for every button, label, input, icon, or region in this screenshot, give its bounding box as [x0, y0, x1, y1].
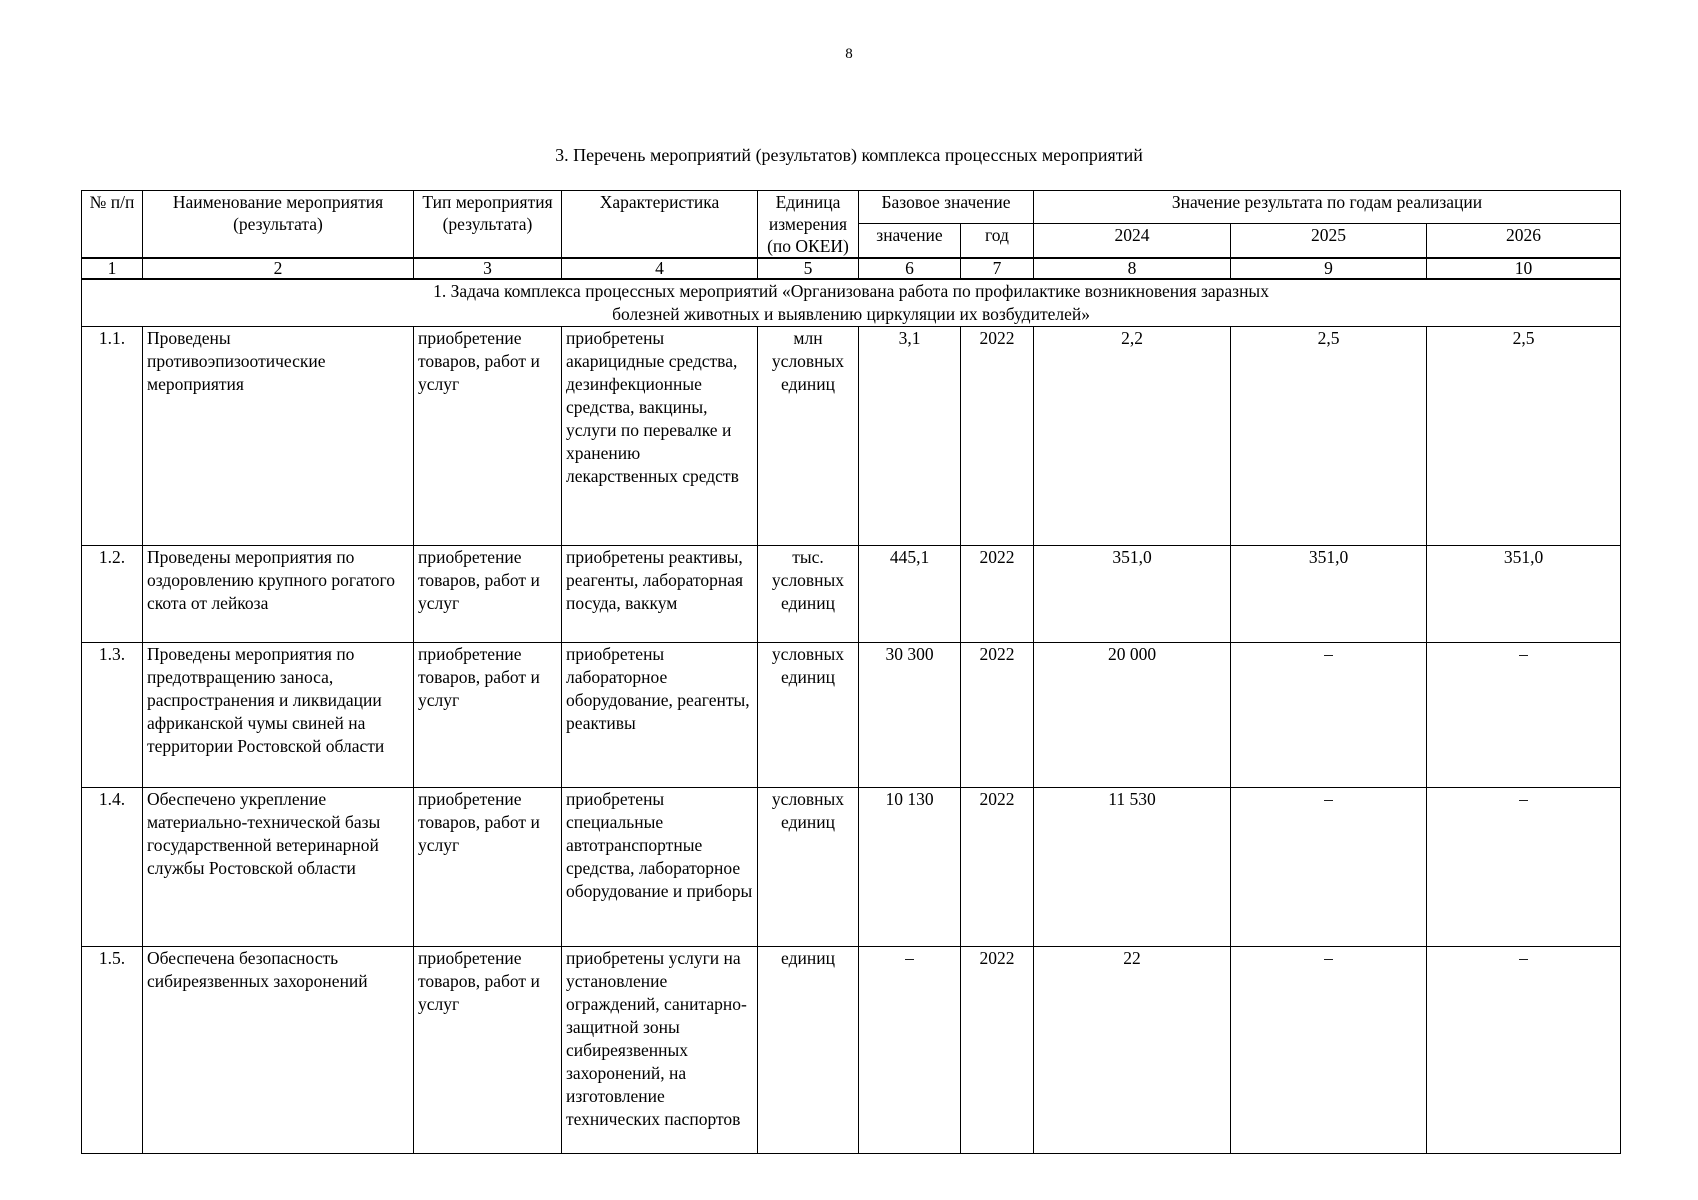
- row-characteristic: приобретены реактивы, реагенты, лабораторная посуда, ваккум: [562, 546, 758, 643]
- row-value-2025: –: [1231, 947, 1427, 1154]
- page-number: 8: [845, 46, 853, 62]
- row-characteristic: приобретены специальные автотранспортные средства, лабораторное оборудование и приборы: [562, 788, 758, 947]
- table-row: [82, 327, 1621, 546]
- table-row: [82, 788, 1621, 947]
- col-number: 6: [859, 258, 961, 279]
- row-base-value: 30 300: [859, 643, 961, 788]
- header-characteristic: Характеристика: [562, 191, 758, 259]
- row-type: приобретение товаров, работ и услуг: [414, 788, 562, 947]
- col-number: 5: [758, 258, 859, 279]
- col-number: 3: [414, 258, 562, 279]
- row-type: приобретение товаров, работ и услуг: [414, 327, 562, 546]
- row-base-year: 2022: [961, 947, 1034, 1154]
- row-value-2025: 2,5: [1231, 327, 1427, 546]
- row-characteristic: приобретены лабораторное оборудование, реагенты, реактивы: [562, 643, 758, 788]
- row-value-2024: 22: [1034, 947, 1231, 1154]
- row-num: 1.1.: [82, 327, 143, 546]
- row-base-value: 3,1: [859, 327, 961, 546]
- header-num: № п/п: [82, 191, 143, 259]
- col-number: 7: [961, 258, 1034, 279]
- header-type: Тип мероприятия (результата): [414, 191, 562, 259]
- row-num: 1.2.: [82, 546, 143, 643]
- task-title: 1. Задача комплекса процессных мероприятий «Организована работа по профилактике возникновения заразных болезней животных и выявлению циркуляции их возбудителей»: [82, 279, 1621, 327]
- measures-table: [81, 190, 1621, 1154]
- row-base-year: 2022: [961, 643, 1034, 788]
- header-year-2026: 2026: [1427, 224, 1621, 258]
- row-value-2026: 351,0: [1427, 546, 1621, 643]
- row-name: Проведены мероприятия по оздоровлению крупного рогатого скота от лейкоза: [143, 546, 414, 643]
- row-value-2024: 20 000: [1034, 643, 1231, 788]
- header-by-years: Значение результата по годам реализации: [1034, 191, 1621, 224]
- column-numbers-row: [82, 258, 1621, 279]
- col-number: 2: [143, 258, 414, 279]
- row-type: приобретение товаров, работ и услуг: [414, 546, 562, 643]
- col-number: 1: [82, 258, 143, 279]
- col-number: 8: [1034, 258, 1231, 279]
- header-year-2024: 2024: [1034, 224, 1231, 258]
- header-base-year: год: [961, 224, 1034, 258]
- table-row: [82, 947, 1621, 1154]
- header-name: Наименование мероприятия (результата): [143, 191, 414, 259]
- row-value-2024: 11 530: [1034, 788, 1231, 947]
- header-year-2025: 2025: [1231, 224, 1427, 258]
- table-row: [82, 643, 1621, 788]
- row-num: 1.3.: [82, 643, 143, 788]
- row-characteristic: приобретены акарицидные средства, дезинфекционные средства, вакцины, услуги по перевалке и хранению лекарственных средств: [562, 327, 758, 546]
- row-value-2024: 351,0: [1034, 546, 1231, 643]
- row-base-value: 445,1: [859, 546, 961, 643]
- row-unit: млн условных единиц: [758, 327, 859, 546]
- col-number: 9: [1231, 258, 1427, 279]
- row-name: Проведены противоэпизоотические мероприятия: [143, 327, 414, 546]
- row-unit: условных единиц: [758, 788, 859, 947]
- col-number: 10: [1427, 258, 1621, 279]
- row-base-year: 2022: [961, 327, 1034, 546]
- row-num: 1.4.: [82, 788, 143, 947]
- header-base-value: значение: [859, 224, 961, 258]
- row-base-year: 2022: [961, 788, 1034, 947]
- row-characteristic: приобретены услуги на установление ограждений, санитарно-защитной зоны сибиреязвенных захоронений, на изготовление технических паспортов: [562, 947, 758, 1154]
- row-value-2026: –: [1427, 643, 1621, 788]
- row-type: приобретение товаров, работ и услуг: [414, 947, 562, 1154]
- row-name: Обеспечено укрепление материально-технической базы государственной ветеринарной службы Ростовской области: [143, 788, 414, 947]
- row-value-2025: 351,0: [1231, 546, 1427, 643]
- row-value-2026: –: [1427, 947, 1621, 1154]
- row-value-2024: 2,2: [1034, 327, 1231, 546]
- row-value-2025: –: [1231, 643, 1427, 788]
- row-value-2026: 2,5: [1427, 327, 1621, 546]
- row-unit: условных единиц: [758, 643, 859, 788]
- row-base-value: –: [859, 947, 961, 1154]
- task-row: [82, 279, 1621, 327]
- row-type: приобретение товаров, работ и услуг: [414, 643, 562, 788]
- row-value-2025: –: [1231, 788, 1427, 947]
- row-name: Проведены мероприятия по предотвращению заноса, распространения и ликвидации африканской чумы свиней на территории Ростовской области: [143, 643, 414, 788]
- row-base-value: 10 130: [859, 788, 961, 947]
- col-number: 4: [562, 258, 758, 279]
- row-value-2026: –: [1427, 788, 1621, 947]
- row-base-year: 2022: [961, 546, 1034, 643]
- row-num: 1.5.: [82, 947, 143, 1154]
- row-unit: тыс. условных единиц: [758, 546, 859, 643]
- table-row: [82, 546, 1621, 643]
- row-unit: единиц: [758, 947, 859, 1154]
- section-title: 3. Перечень мероприятий (результатов) комплекса процессных мероприятий: [555, 145, 1143, 165]
- header-unit: Единица измерения (по ОКЕИ): [758, 191, 859, 259]
- header-base: Базовое значение: [859, 191, 1034, 224]
- row-name: Обеспечена безопасность сибиреязвенных захоронений: [143, 947, 414, 1154]
